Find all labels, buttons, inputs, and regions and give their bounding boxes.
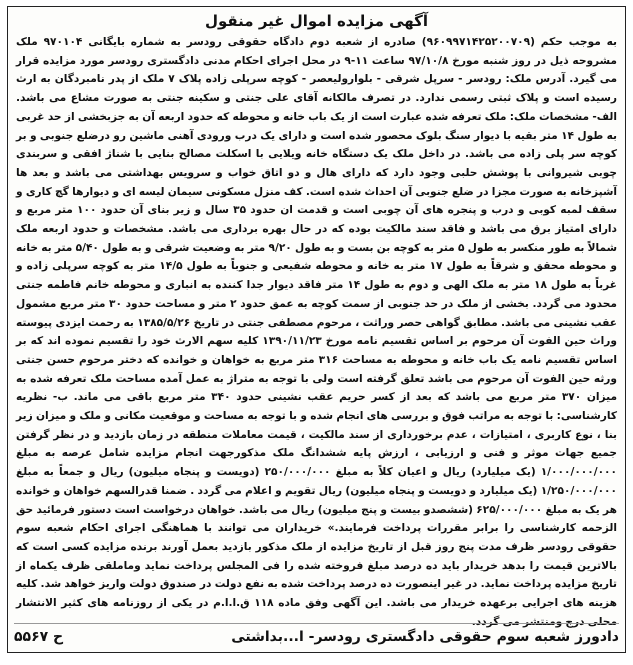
notice-footer bbox=[14, 623, 619, 648]
notice-title: آگهی مزایده اموال غیر منقول bbox=[204, 12, 429, 30]
signature-line: دادورز شعبه سوم حقوقی دادگستری رودسر- ا...بداشتی bbox=[231, 629, 619, 645]
notice-code: ح ۵۵۶۷ bbox=[14, 629, 64, 645]
notice-card bbox=[7, 6, 626, 653]
notice-body: به موجب حکم (۹۶۰۹۹۷۱۴۲۵۲۰۰۷۰۹) صادره از شعبه دوم دادگاه حقوقی رودسر به شماره بایگانی ۹۷۰۱۰۴ ملک مشروحه ذیل در روز شنبه مورخ ۹۷/۱۰/۸ ساعت ۱۱-۹ در محل اجرای احکام مدنی دادگستری رودسر مورد مزایده قرار می گیرد. آدرس ملک: رودسر - سرپل شرقی - بلوارولیعصر - کوچه سرپلی زاده پلاک ۷ ملک از پدر نامبردگان به ارث رسیده است و پلاک ثبتی رسمی ندارد. در تصرف مالکانه آقای علی جنتی و سکینه جنتی به صورت مشاع می باشد. الف- مشخصات ملک: ملک تعرفه شده عبارت است از یک باب خانه و محوطه که حدود اربعه آن به جزبخشی از حد غربی به طول ۱۴ متر بقیه با دیوار سنگ بلوک محصور شده است و دارای یک درب ورودی آهنی ماشین رو درضلع جنوبی و بر کوچه سر پلی زاده می باشد. در داخل ملک یک دستگاه خانه ویلایی با اسکلت مصالح بنایی با شناژ افقی و سربندی چوبی شیروانی با پوشش حلبی وجود دارد که دارای هال و دو اتاق خواب و سرویس بهداشتی می باشد و بعد ها آشپزخانه به صورت مجزا در ضلع جنوبی آن احداث شده است. کف منزل مسکونی سیمان لیسه ای و دیوارها گچ کاری و سقف لمبه کوبی و درب و پنجره های آن چوبی است و قدمت ان حدود ۳۵ سال و زیر بنای آن حدود ۱۰۰ متر مربع و دارای امتیاز برق می باشد و فاقد سند مالکیت بوده که در حال بهره برداری می باشد. مشخصات و حدود اربعه ملک شمالاً به طور منکسر به طول ۵ متر به کوچه بن بست و به طول ۹/۲۰ متر به وضعیت شرقی و به طول ۵/۴۰ متر به خانه و محوطه محقق و شرقاً به طول ۱۷ متر به خانه و محوطه شفیعی و جنوباً به طول ۱۴/۵ متر به کوچه سرپلی زاده و غرباً به طول ۱۸ متر به ملک الهی و دوم به طول ۱۴ متر فاقد دیوار جدا کننده به انباری و محوطه خانم فاطمه جنتی محدود می گردد. بخشی از ملک در حد جنوبی از سمت کوچه به عمق حدود ۲ متر و مساحت حدود ۳۰ متر مربع مشمول عقب نشینی می باشد. مطابق گواهی حصر وراثت ، مرحوم مصطفی جنتی در تاریخ ۱۳۸۵/۵/۲۶ به رحمت ایزدی پیوسته وراث حین الفوت آن مرحوم بر اساس تقسیم نامه مورخ ۱۳۹۰/۱۱/۲۳ کلیه سهم الارث خود را تقسیم نموده اند که بر اساس تقسیم نامه یک باب خانه و محوطه به مساحت ۳۱۶ متر مربع به خواهان و خوانده که دختر مرحوم حسن جنتی ورثه حین الفوت آن مرحوم می باشد تعلق گرفته است ولی با توجه به متراژ به عمل آمده مساحت ملک تعرفه شده به میزان ۳۷۰ متر مربع می باشد که بعد از کسر حریم عقب نشینی حدود ۳۴۰ متر مربع باقی می ماند. ب- نظریه کارشناسی: با توجه به مراتب فوق و بررسی های انجام شده و با توجه به مساحت و موقعیت مکانی و ملک و میزان زیر بنا ، نوع کاربری ، امتیازات ، عدم برخورداری از سند مالکیت ، قیمت معاملات منطقه در زمان بازدید و در نظر گرفتن جمیع جهات موثر و فنی و ارزیابی ، ارزش پایه ششدانگ ملک مذکورجهت انجام مزایده شامل عرصه به مبلغ ۱/۰۰۰/۰۰۰/۰۰۰ (یک میلیارد) ریال و اعیان کلاً به مبلغ ۲۵۰/۰۰۰/۰۰۰ (دویست و پنجاه میلیون) ریال و جمعاً به مبلغ ۱/۲۵۰/۰۰۰/۰۰۰ (یک میلیارد و دویست و پنجاه میلیون) ریال تقویم و اعلام می گردد . ضمنا قدرالسهم خواهان و خوانده هر یک به مبلغ ۶۲۵/۰۰۰/۰۰۰ (ششصدو بیست و پنج میلیون) ریال می باشد. خواهان درخواست است دستور فرمائید حق الزحمه کارشناسی را برابر مقررات پرداخت فرمایند.» خریداران می توانند با هماهنگی اجرای احکام شعبه سوم حقوقی رودسر ظرف مدت پنج روز قبل از تاریخ مزایده از ملک مذکور بازدید بعمل آورند برنده مزایده کسی است که بالاترین قیمت را بدهد خریدار باید ده درصد مبلغ فروخته شده را فی المجلس پرداخت نماید وماملقی ظرف یکماه از تاریخ مزایده پرداخت نماید. در غیر اینصورت ده درصد پرداخت شده به نفع دولت در صندوق دولت واریز خواهد شد. کلیه هزینه های اجرایی برعهده خریدار می باشد. این آگهی وفق ماده ۱۱۸ ق.ا.ا.م در یکی از روزنامه های کثیر الانتشار محلی درج ومنتشر می گردد. bbox=[16, 36, 618, 628]
